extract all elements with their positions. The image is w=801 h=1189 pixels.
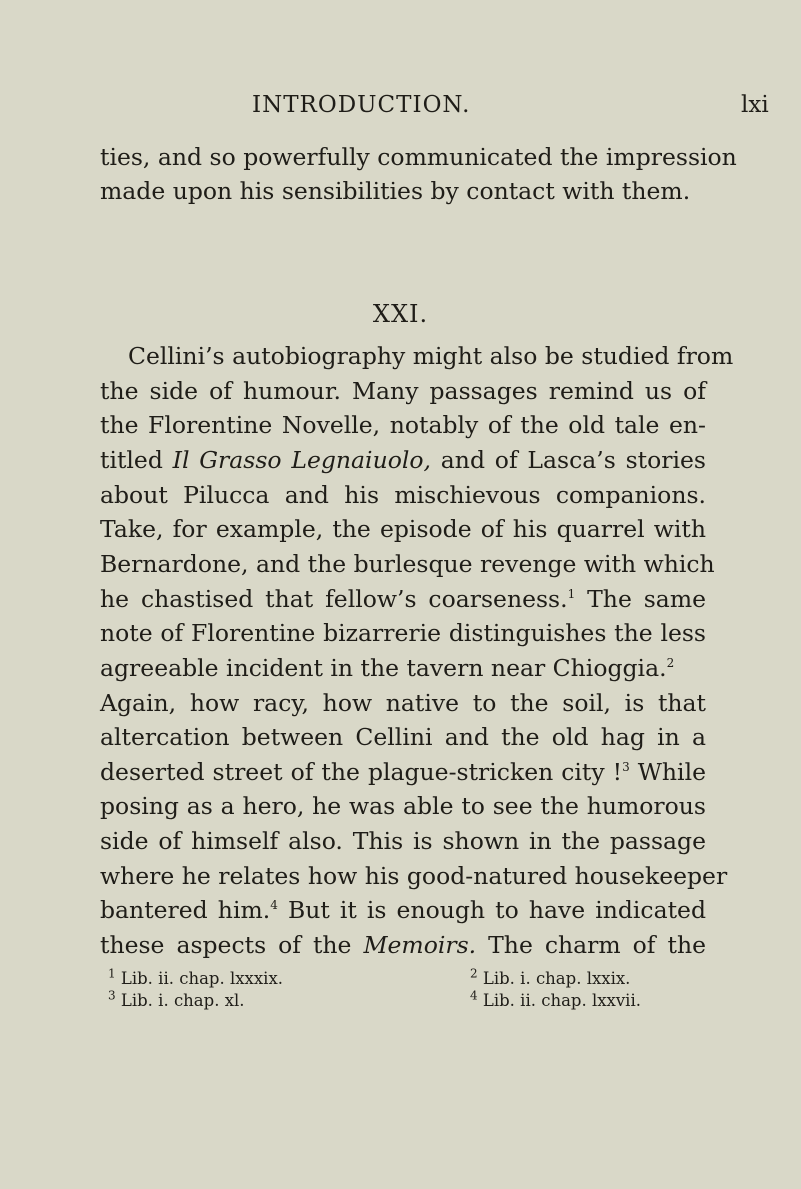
text-line: agreeable incident in the tavern near Chioggia.$^2$ <box>100 653 675 682</box>
text-line: Bernardone, and the burlesque revenge with which <box>100 549 715 578</box>
italic-title: Memoirs. <box>363 931 477 960</box>
text-line: about Pilucca and his mischievous companions. <box>100 480 706 509</box>
text-line: Take, for example, the episode of his quarrel with <box>100 515 706 544</box>
text-line: side of himself also. This is shown in the passage <box>100 827 706 856</box>
section-heading: XXI. <box>372 300 429 328</box>
footnote-marker: 1 <box>567 586 576 601</box>
text-line: the Florentine Novelle, notably of the old tale en- <box>100 411 706 440</box>
text-line: deserted street of the plague-stricken city !$^3$ While <box>100 757 706 786</box>
italic-title: Il Grasso Legnaiuolo, <box>172 445 431 474</box>
page-header <box>0 92 801 122</box>
text-line: these aspects of the Memoirs. The charm of the <box>100 931 706 960</box>
text-line: bantered him.$^4$ But it is enough to have indicated <box>100 896 706 925</box>
text-line: Cellini’s autobiography might also be studied from <box>128 342 734 370</box>
footnote-number: 4 <box>470 988 478 1003</box>
footnote-number: 1 <box>108 966 116 981</box>
text-line: note of Florentine bizarrerie distinguishes the less <box>100 619 706 648</box>
page-number: lxi <box>741 92 769 118</box>
footnote-marker: 4 <box>270 898 278 913</box>
text-line: made upon his sensibilities by contact with them. <box>100 177 691 205</box>
footnote-marker: 3 <box>622 759 630 774</box>
text-line: titled Il Grasso Legnaiuolo, and of Lasca’s stories <box>100 445 706 474</box>
text-line: he chastised that fellow’s coarseness.$^1$ The same <box>100 584 707 613</box>
text-line: Again, how racy, how native to the soil, is that <box>100 688 706 717</box>
footnote-number: 3 <box>108 988 116 1003</box>
footnote: $^3$ Lib. i. chap. xl. <box>108 988 245 1010</box>
running-head: INTRODUCTION. <box>252 92 471 118</box>
footnote: $^1$ Lib. ii. chap. lxxxix. <box>108 966 283 988</box>
footnote-marker: 2 <box>666 656 675 671</box>
footnote: $^2$ Lib. i. chap. lxxix. <box>470 966 631 988</box>
text-line: ties, and so powerfully communicated the impression <box>100 143 737 171</box>
text-line: altercation between Cellini and the old hag in a <box>100 723 706 752</box>
text-line: the side of humour. Many passages remind us of <box>100 376 706 405</box>
text-line: where he relates how his good-natured housekeeper <box>100 861 728 890</box>
footnote-number: 2 <box>470 966 478 981</box>
text-line: posing as a hero, he was able to see the humorous <box>100 792 706 821</box>
footnote: $^4$ Lib. ii. chap. lxxvii. <box>470 988 641 1010</box>
